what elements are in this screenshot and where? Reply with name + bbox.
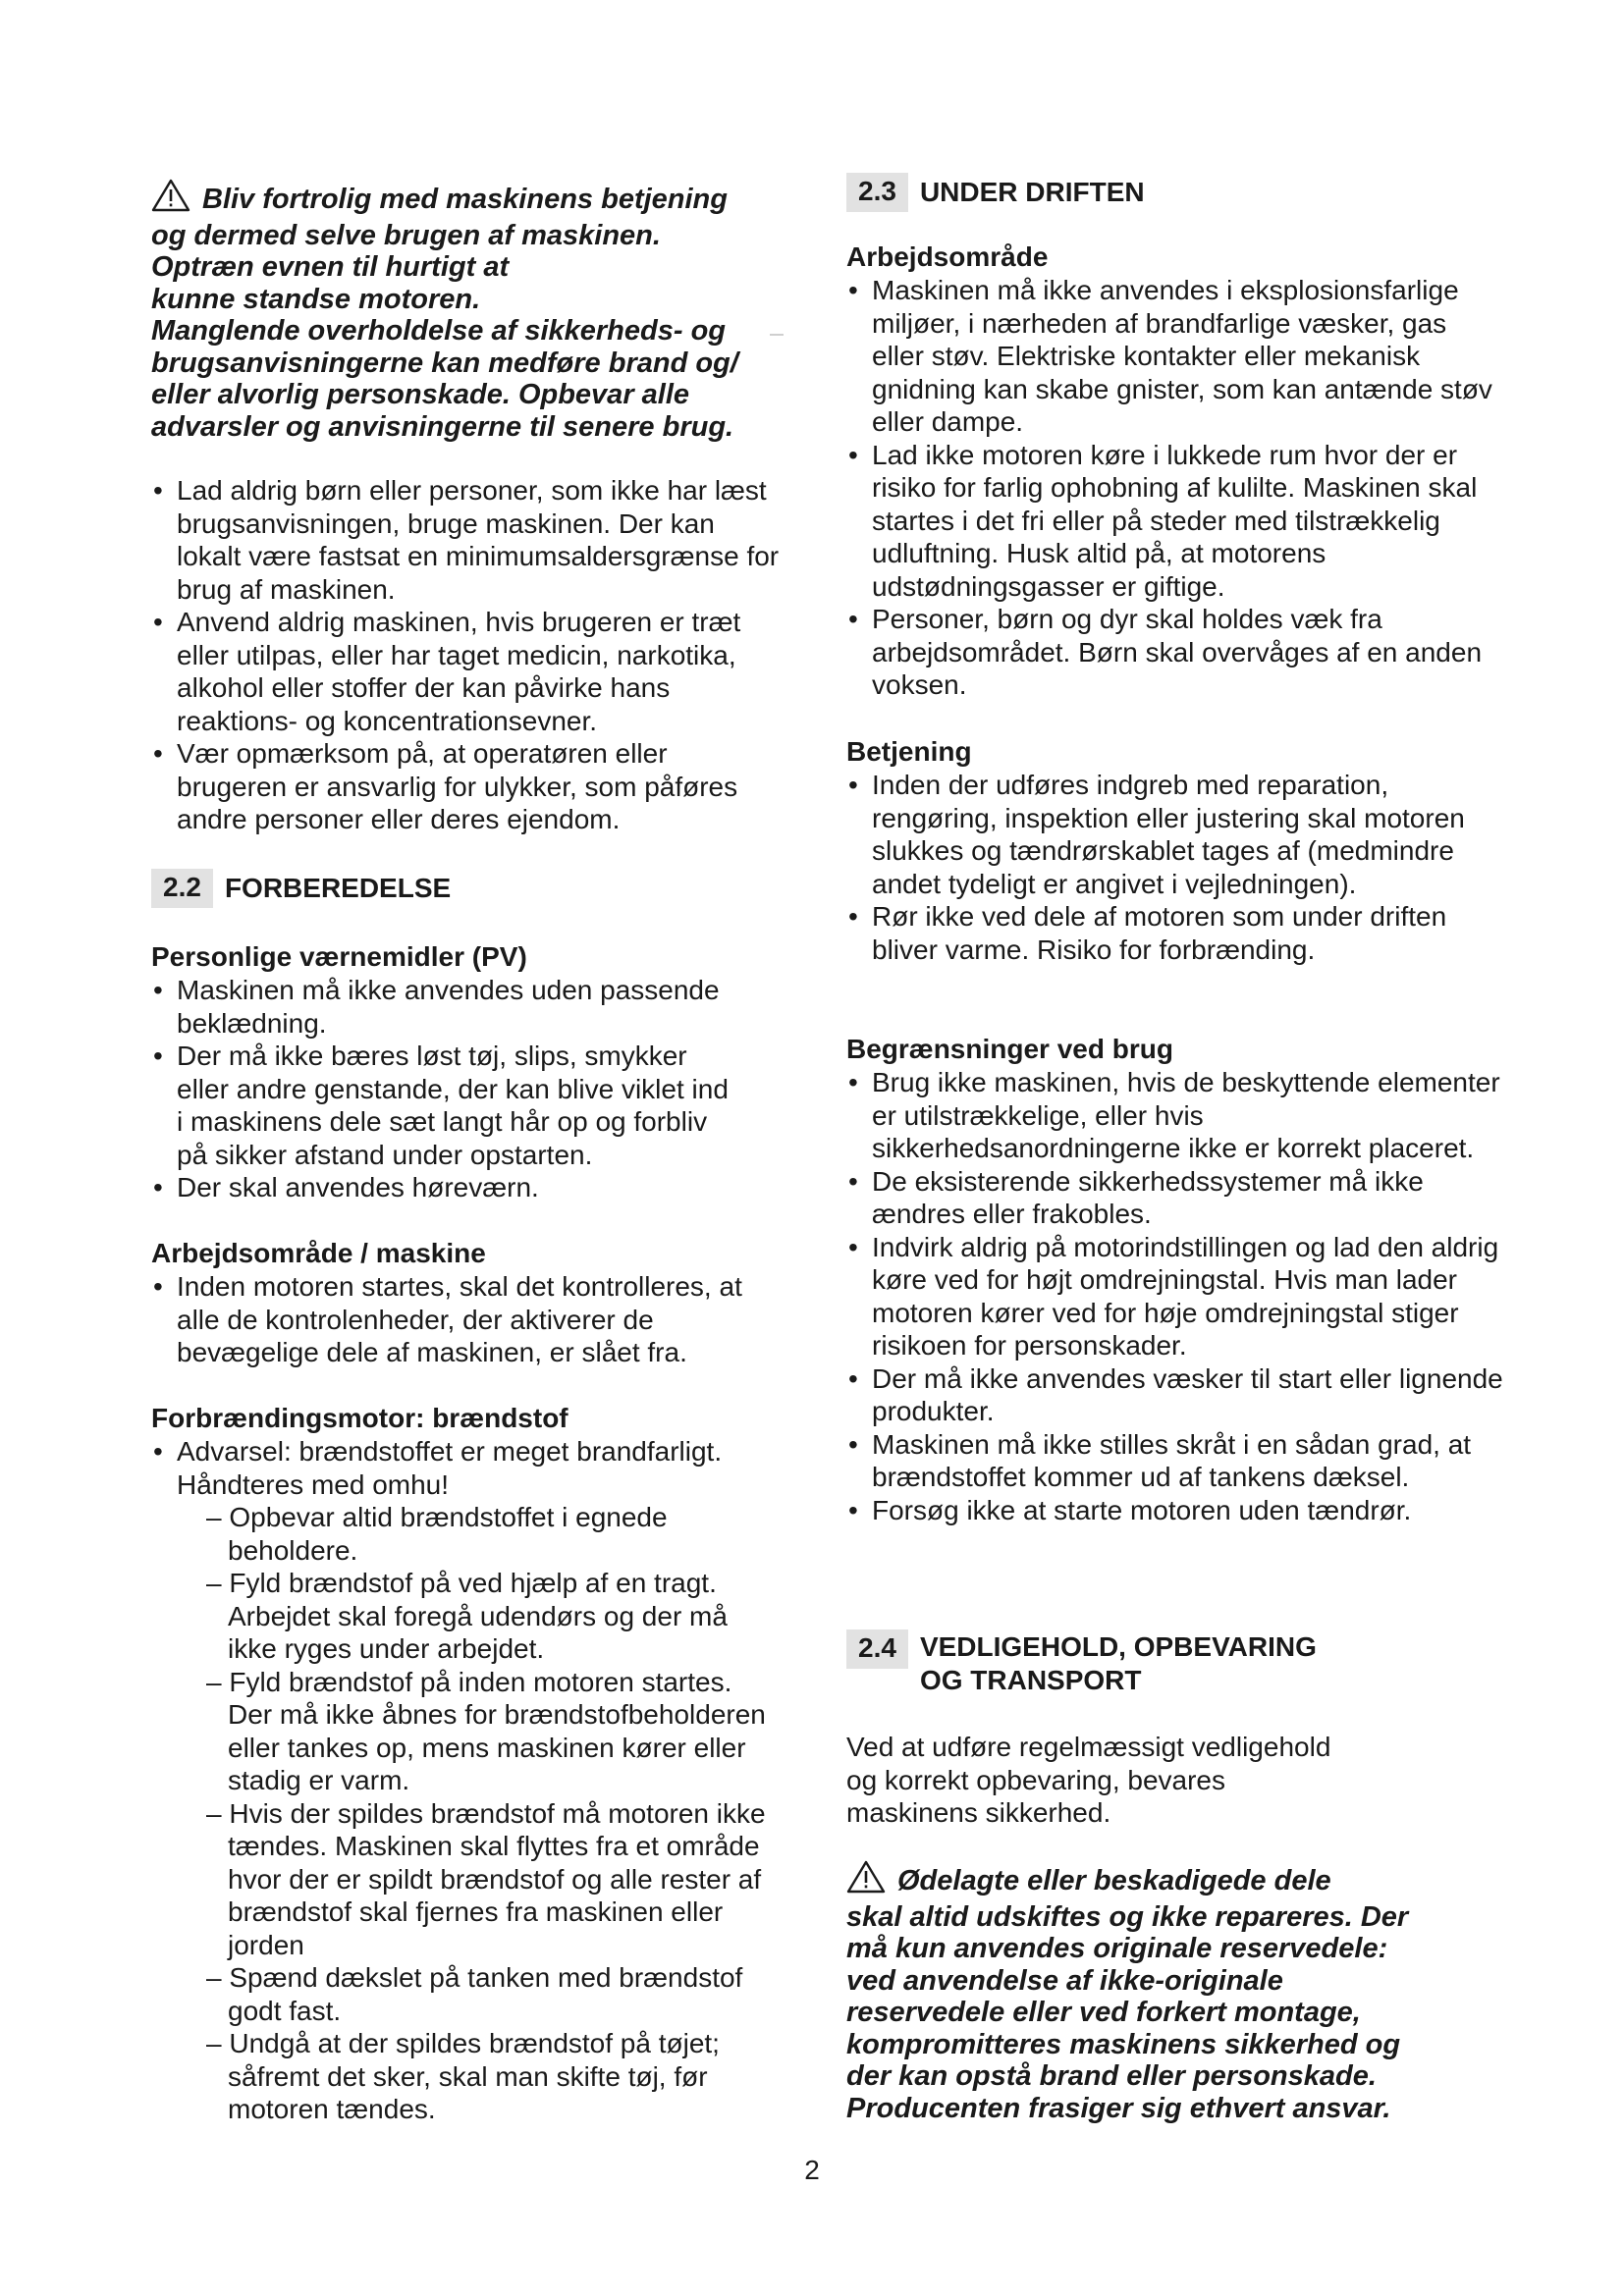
section-title: FORBEREDELSE [224, 873, 452, 903]
section-number: 2.2 [151, 869, 213, 908]
subheading-operation: Betjening [846, 736, 972, 767]
dash-item: – Hvis der spildes brændstof må motoren ikke tændes. Maskinen skal flyttes fra et område hvor der er spildt brændstof og alle rester af brændstof skal fjernes fra maskinen eller jorden [206, 1797, 766, 1960]
fuel-warning-text: Advarsel: brændstoffet er meget brandfarligt. Håndteres med omhu! [177, 1436, 723, 1500]
list-item: • De eksisterende sikkerhedssystemer må ikke ændres eller frakobles. [846, 1165, 1504, 1231]
warning-line: skal altid udskiftes og ikke repareres. Der [846, 1900, 1409, 1933]
warning-line: Bliv fortrolig med maskinens betjening [202, 184, 728, 215]
list-item [151, 1435, 780, 2126]
warning-line: advarsler og anvisningerne til senere brug. [151, 410, 734, 443]
dash-item: – Opbevar altid brændstoffet i egnede beholdere. [206, 1502, 668, 1566]
warning-line: Manglende overholdelse af sikkerheds- og [151, 315, 726, 347]
list-item: • Vær opmærksom på, at operatøren eller brugeren er ansvarlig for ulykker, som påføres andre personer eller deres ejendom. [151, 737, 780, 836]
subheading-work-area-machine: Arbejdsområde / maskine [151, 1238, 486, 1268]
warning-line: Optræn evnen til hurtigt at [151, 251, 510, 283]
warning-line: kompromitteres maskinens sikkerhed og [846, 2028, 1401, 2060]
list-item: • Der skal anvendes høreværn. [151, 1171, 740, 1204]
warning-triangle-icon [151, 179, 190, 220]
page-number: 2 [804, 2155, 820, 2185]
list-item: • Lad aldrig børn eller personer, som ikke har læst brugsanvisningen, bruge maskinen. Der kan lokalt være fastsat en minimumsaldersgrænse for brug af maskinen. [151, 474, 780, 606]
list-item: • Inden der udføres indgreb med reparation, rengøring, inspektion eller justering skal motoren slukkes og tændrørskablet tages af (medmindre andet tydeligt er angivet i vejledningen). [846, 769, 1475, 900]
warning-line: Producenten frasiger sig ethvert ansvar. [846, 2092, 1391, 2124]
section-number: 2.4 [846, 1629, 908, 1669]
operation-list [846, 769, 1475, 966]
list-item: • Personer, børn og dyr skal holdes væk fra arbejdsområdet. Børn skal overvåges af en anden voksen. [846, 603, 1494, 702]
dash-item: – Fyld brændstof på inden motoren startes. Der må ikke åbnes for brændstofbeholderen eller tankes op, mens maskinen kører eller stadig er varm. [206, 1666, 766, 1795]
warning-line: Ødelagte eller beskadigede dele [897, 1865, 1331, 1896]
section-heading-2-3 [846, 174, 1145, 211]
warning-line: brugsanvisningerne kan medføre brand og/ [151, 347, 738, 379]
section-heading-2-2 [151, 870, 451, 907]
warning-line: kunne standse motoren. [151, 283, 481, 315]
warning-block-operation [151, 179, 819, 443]
list-item: • Maskinen må ikke stilles skråt i en sådan grad, at brændstoffet kommer ud af tankens dæksel. [846, 1428, 1504, 1494]
maintenance-intro: Ved at udføre regelmæssigt vedligehold og korrekt opbevaring, bevares maskinens sikkerhed. [846, 1732, 1331, 1828]
subheading-work-area: Arbejdsområde [846, 241, 1049, 272]
subheading-pv: Personlige værnemidler (PV) [151, 941, 527, 972]
list-item: • Inden motoren startes, skal det kontrolleres, at alle de kontrolenheder, der aktiverer de bevægelige dele af maskinen, er slået fra. [151, 1270, 760, 1369]
section-title: UNDER DRIFTEN [919, 177, 1145, 207]
section-number: 2.3 [846, 173, 908, 212]
warning-line: reservedele eller ved forkert montage, [846, 1997, 1361, 2028]
section-title-block [920, 1629, 1317, 1696]
list-item: • Indvirk aldrig på motorindstillingen og lad den aldrig køre ved for højt omdrejningstal. Hvis man lader motoren kører ved for høje omdrejningstal stiger risikoen for personskader. [846, 1231, 1504, 1362]
dash-item: – Undgå at der spildes brændstof på tøjet; såfremt det sker, skal man skifte tøj, før motoren tændes. [206, 2028, 720, 2124]
limits-list [846, 1066, 1504, 1526]
list-item: • Maskinen må ikke anvendes i eksplosionsfarlige miljøer, i nærheden af brandfarlige væsker, gas eller støv. Elektriske kontakter eller mekanisk gnidning kan skabe gnister, som kan antænde støv eller dampe. [846, 274, 1494, 439]
list-item: • Maskinen må ikke anvendes uden passende beklædning. [151, 974, 740, 1040]
list-item: • Brug ikke maskinen, hvis de beskyttende elementer er utilstrækkelige, eller hvis sikkerhedsanordningerne ikke er korrekt placeret. [846, 1066, 1504, 1165]
section-title: VEDLIGEHOLD, OPBEVARING [919, 1631, 1317, 1662]
warning-line: må kun anvendes originale reservedele: [846, 1933, 1388, 1964]
warning-line: ved anvendelse af ikke-originale [846, 1964, 1283, 1997]
fuel-dash-list [177, 1501, 780, 2126]
work-area-list [846, 274, 1494, 702]
dash-item: – Spænd dækslet på tanken med brændstof godt fast. [206, 1962, 743, 2026]
dash-item: – Fyld brændstof på ved hjælp af en tragt. Arbejdet skal foregå udendørs og der må ikke ryges under arbejdet. [206, 1568, 728, 1664]
warning-line: eller alvorlig personskade. Opbevar alle [151, 379, 690, 410]
warning-line: der kan opstå brand eller personskade. [846, 2060, 1377, 2092]
work-area-list [151, 1270, 760, 1369]
list-item: • Rør ikke ved dele af motoren som under driften bliver varme. Risiko for forbrænding. [846, 900, 1475, 966]
list-item: • Der må ikke anvendes væsker til start eller lignende produkter. [846, 1362, 1504, 1428]
warning-triangle-icon [846, 1860, 886, 1901]
subheading-fuel: Forbrændingsmotor: brændstof [151, 1403, 568, 1433]
general-safety-list [151, 474, 780, 836]
list-item: • Lad ikke motoren køre i lukkede rum hvor der er risiko for farlig ophobning af kulilte. Maskinen skal startes i det fri eller på steder med tilstrækkelig udluftning. Husk altid på, at motorens udstødningsgasser er giftige. [846, 439, 1494, 604]
section-title: OG TRANSPORT [919, 1665, 1142, 1695]
list-item: • Forsøg ikke at starte motoren uden tændrør. [846, 1494, 1504, 1527]
pv-list [151, 974, 740, 1204]
subheading-limits: Begrænsninger ved brug [846, 1034, 1173, 1064]
warning-line: og dermed selve brugen af maskinen. [151, 219, 661, 251]
section-heading-2-4 [846, 1629, 1317, 1698]
list-item: • Der må ikke bæres løst tøj, slips, smykker eller andre genstande, der kan blive viklet ind i maskinens dele sæt langt hår op og forbliv på sikker afstand under opstarten. [151, 1040, 740, 1171]
warning-block-spare-parts [846, 1860, 1514, 2124]
list-item: • Anvend aldrig maskinen, hvis brugeren er træt eller utilpas, eller har taget medicin, narkotika, alkohol eller stoffer der kan påvirke hans reaktions- og koncentrationsevner. [151, 606, 780, 737]
fuel-list [151, 1435, 780, 2126]
